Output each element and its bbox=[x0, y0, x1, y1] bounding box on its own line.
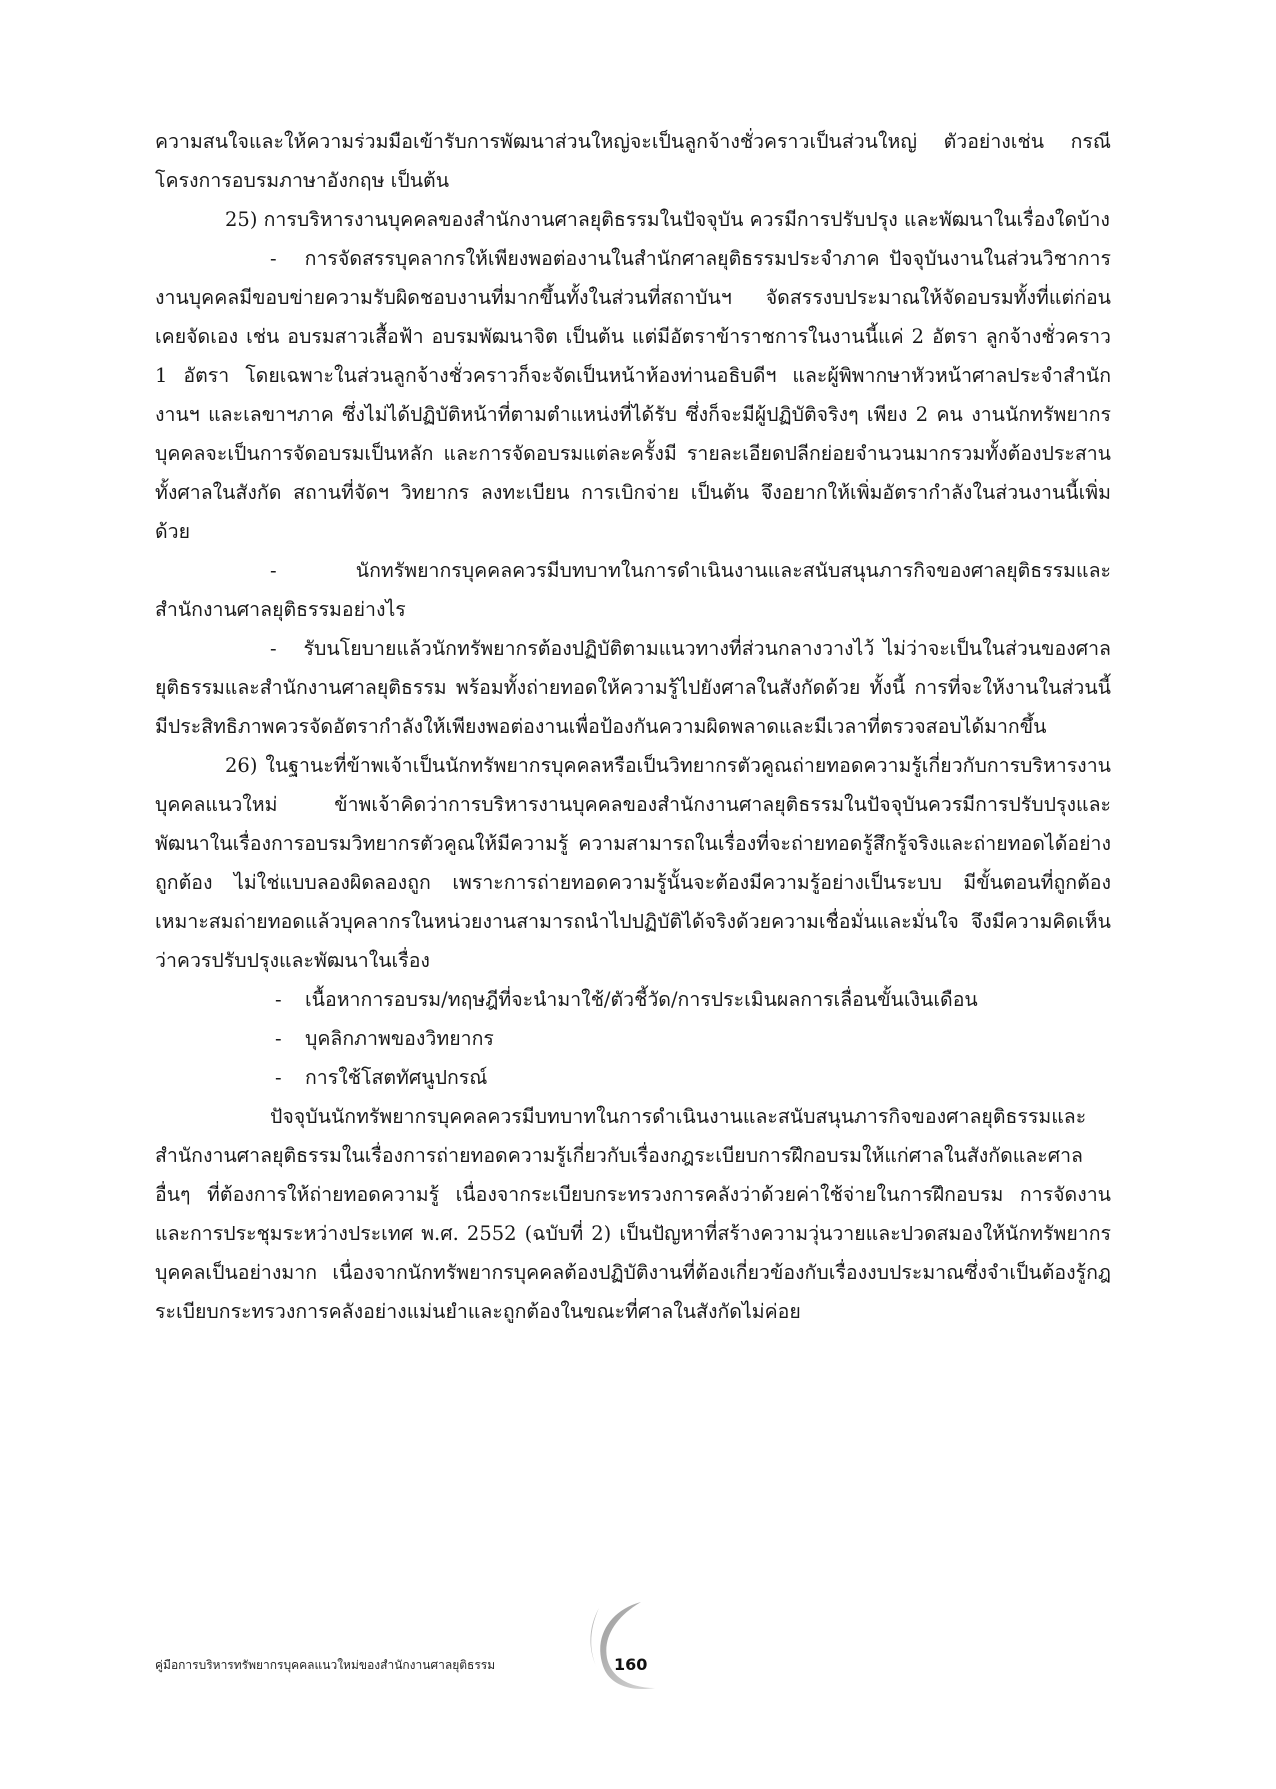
answer-25-staffing bbox=[155, 239, 1111, 551]
question-hr-role bbox=[155, 551, 1111, 629]
question-25: 25) การบริหารงานบุคคลของสำนักงานศาลยุติธรรมในปัจจุบัน ควรมีการปรับปรุง และพัฒนาในเรื่องใดบ้าง bbox=[225, 208, 1110, 231]
list-item-text: เนื้อหาการอบรม/ทฤษฎีที่จะนำมาใช้/ตัวชี้วัด/การประเมินผลการเลื่อนขั้นเงินเดือน bbox=[305, 988, 978, 1011]
paragraph-text: นักทรัพยากรบุคคลควรมีบทบาทในการดำเนินงานและสนับสนุนภารกิจของศาลยุติธรรมและสำนักงานศาลยุติธรรมอย่างไร bbox=[155, 559, 1111, 621]
page-number: 160 bbox=[614, 1655, 648, 1674]
footer-title: คู่มือการบริหารทรัพยากรบุคคลแนวใหม่ของสำนักงานศาลยุติธรรม bbox=[155, 1658, 496, 1672]
swoosh-logo-icon bbox=[571, 1596, 661, 1696]
paragraph-continuation: ความสนใจและให้ความร่วมมือเข้ารับการพัฒนาส่วนใหญ่จะเป็นลูกจ้างชั่วคราวเป็นส่วนใหญ่ ตัวอย่างเช่น กรณีโครงการอบรมภาษาอังกฤษ เป็นต้น bbox=[155, 130, 1111, 192]
paragraph-current-role: ปัจจุบันนักทรัพยากรบุคคลควรมีบทบาทในการดำเนินงานและสนับสนุนภารกิจของศาลยุติธรรมและสำนักงานศาลยุติธรรมในเรื่องการถ่ายทอดความรู้เกี่ยวกับเรื่องกฎระเบียบการฝึกอบรมให้แก่ศาลในสังกัดและศาลอื่นๆ ที่ต้องการให้ถ่ายทอดความรู้ เนื่องจากระเบียบกระทรวงการคลังว่าด้วยค่าใช้จ่ายในการฝึกอบรม การจัดงานและการประชุมระหว่างประเทศ พ.ศ. 2552 (ฉบับที่ 2) เป็นปัญหาที่สร้างความวุ่นวายและปวดสมองให้นักทรัพยากรบุคคลเป็นอย่างมาก เนื่องจากนักทรัพยากรบุคคลต้องปฏิบัติงานที่ต้องเกี่ยวข้องกับเรื่องงบประมาณซึ่งจำเป็นต้องรู้กฎระเบียบกระทรวงการคลังอย่างแม่นยำและถูกต้องในขณะที่ศาลในสังกัดไม่ค่อย bbox=[155, 1105, 1111, 1323]
paragraph-text: การจัดสรรบุคลากรให้เพียงพอต่องานในสำนักศาลยุติธรรมประจำภาค ปัจจุบันงานในส่วนวิชาการงานบุคคลมีขอบข่ายความรับผิดชอบงานที่มากขึ้นทั้งในส่วนที่สถาบันฯ จัดสรรงบประมาณให้จัดอบรมทั้งที่แต่ก่อนเคยจัดเอง เช่น อบรมสาวเสื้อฟ้า อบรมพัฒนาจิต เป็นต้น แต่มีอัตราข้าราชการในงานนี้แค่ 2 อัตรา ลูกจ้างชั่วคราว 1 อัตรา โดยเฉพาะในส่วนลูกจ้างชั่วคราวก็จะจัดเป็นหน้าห้องท่านอธิบดีฯ และผู้พิพากษาหัวหน้าศาลประจำสำนักงานฯ และเลขาฯภาค ซึ่งไม่ได้ปฏิบัติหน้าที่ตามตำแหน่งที่ได้รับ ซึ่งก็จะมีผู้ปฏิบัติจริงๆ เพียง 2 คน งานนักทรัพยากรบุคคลจะเป็นการจัดอบรมเป็นหลัก และการจัดอบรมแต่ละครั้งมี รายละเอียดปลีกย่อยจำนวนมากรวมทั้งต้องประสานทั้งศาลในสังกัด สถานที่จัดฯ วิทยากร ลงทะเบียน การเบิกจ่าย เป็นต้น จึงอยากให้เพิ่มอัตรากำลังในส่วนงานนี้เพิ่มด้วย bbox=[155, 247, 1111, 543]
bullet-dash: - bbox=[270, 637, 277, 660]
list-item bbox=[155, 1058, 1111, 1097]
list-item-text: การใช้โสตทัศนูปกรณ์ bbox=[305, 1066, 488, 1089]
bullet-dash: - bbox=[270, 559, 277, 582]
page-footer bbox=[155, 1642, 1115, 1692]
bullet-dash: - bbox=[275, 1066, 282, 1089]
list-item bbox=[155, 1019, 1111, 1058]
question-26: 26) ในฐานะที่ข้าพเจ้าเป็นนักทรัพยากรบุคคลหรือเป็นวิทยากรตัวคูณถ่ายทอดความรู้เกี่ยวกับการบริหารงานบุคคลแนวใหม่ ข้าพเจ้าคิดว่าการบริหารงานบุคคลของสำนักงานศาลยุติธรรมในปัจจุบันควรมีการปรับปรุงและพัฒนาในเรื่องการอบรมวิทยากรตัวคูณให้มีความรู้ ความสามารถในเรื่องที่จะถ่ายทอดรู้สึกรู้จริงและถ่ายทอดได้อย่างถูกต้อง ไม่ใช่แบบลองผิดลองถูก เพราะการถ่ายทอดความรู้นั้นจะต้องมีความรู้อย่างเป็นระบบ มีขั้นตอนที่ถูกต้องเหมาะสมถ่ายทอดแล้วบุคลากรในหน่วยงานสามารถนำไปปฏิบัติได้จริงด้วยความเชื่อมั่นและมั่นใจ จึงมีความคิดเห็นว่าควรปรับปรุงและพัฒนาในเรื่อง bbox=[155, 754, 1111, 972]
answer-hr-role bbox=[155, 629, 1111, 746]
page-body bbox=[155, 122, 1111, 1331]
list-item bbox=[155, 980, 1111, 1019]
bullet-dash: - bbox=[275, 1027, 282, 1050]
bullet-dash: - bbox=[270, 247, 277, 270]
bullet-dash: - bbox=[275, 988, 282, 1011]
paragraph-text: รับนโยบายแล้วนักทรัพยากรต้องปฏิบัติตามแนวทางที่ส่วนกลางวางไว้ ไม่ว่าจะเป็นในส่วนของศาลยุติธรรมและสำนักงานศาลยุติธรรม พร้อมทั้งถ่ายทอดให้ความรู้ไปยังศาลในสังกัดด้วย ทั้งนี้ การที่จะให้งานในส่วนนี้มีประสิทธิภาพควรจัดอัตรากำลังให้เพียงพอต่องานเพื่อป้องกันความผิดพลาดและมีเวลาที่ตรวจสอบได้มากขึ้น bbox=[155, 637, 1111, 738]
list-item-text: บุคลิกภาพของวิทยากร bbox=[305, 1027, 494, 1050]
